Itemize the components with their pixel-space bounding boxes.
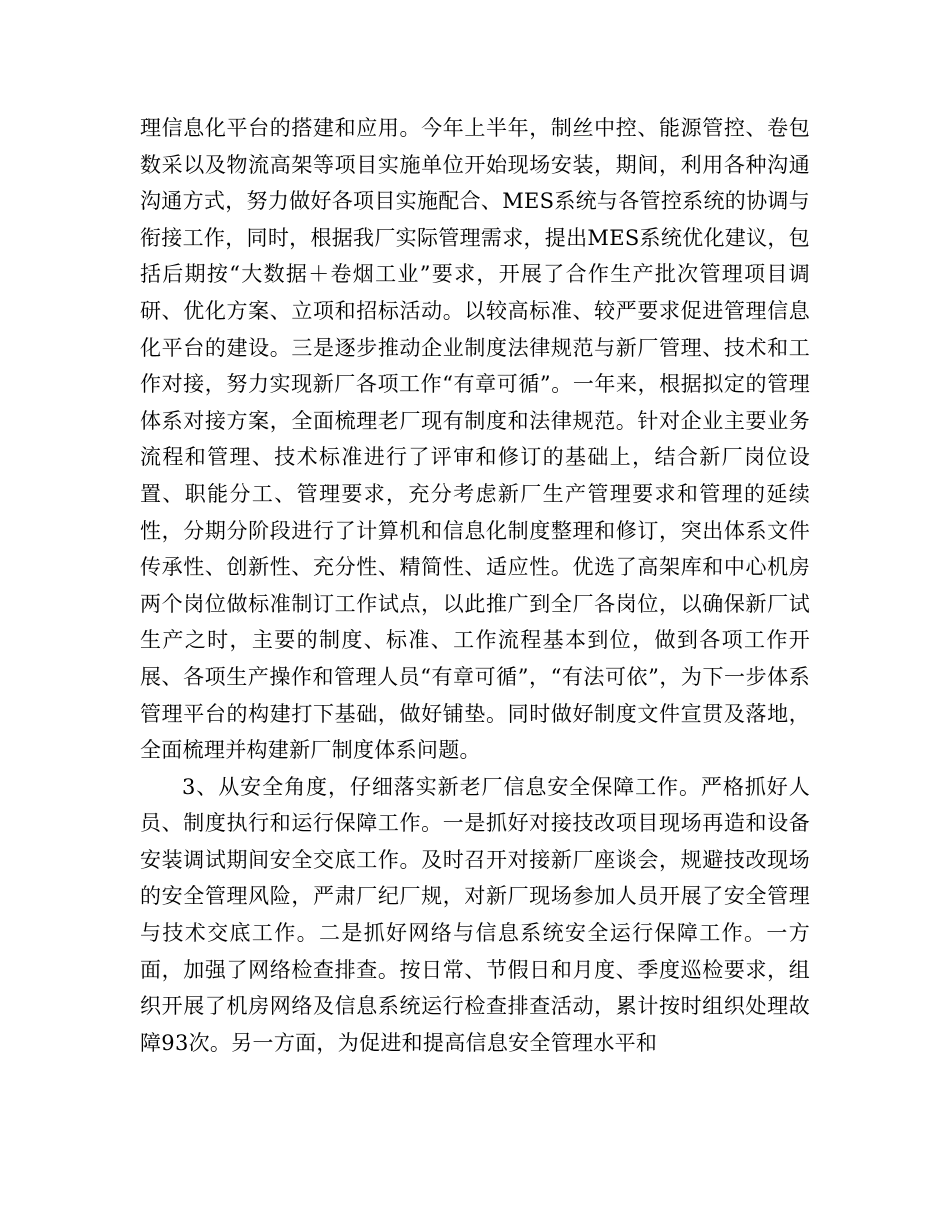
paragraph-continued: 理信息化平台的搭建和应用。今年上半年，制丝中控、能源管控、卷包数采以及物流高架等项目实施单位开始现场安装，期间，利用各种沟通沟通方式，努力做好各项目实施配合、MES系统与各管控系统的协调与衔接工作，同时，根据我厂实际管理需求，提出MES系统优化建议，包括后期按“大数据＋卷烟工业”要求，开展了合作生产批次管理项目调研、优化方案、立项和招标活动。以较高标准、较严要求促进管理信息化平台的建设。三是逐步推动企业制度法律规范与新厂管理、技术和工作对接，努力实现新厂各项工作“有章可循”。一年来，根据拟定的管理体系对接方案，全面梳理老厂现有制度和法律规范。针对企业主要业务流程和管理、技术标准进行了评审和修订的基础上，结合新厂岗位设置、职能分工、管理要求，充分考虑新厂生产管理要求和管理的延续性，分期分阶段进行了计算机和信息化制度整理和修订，突出体系文件传承性、创新性、充分性、精简性、适应性。优选了高架库和中心机房两个岗位做标准制订工作试点，以此推广到全厂各岗位，以确保新厂试生产之时，主要的制度、标准、工作流程基本到位，做到各项工作开展、各项生产操作和管理人员“有章可循”，“有法可依”，为下一步体系管理平台的构建打下基础，做好铺垫。同时做好制度文件宣贯及落地，全面梳理并构建新厂制度体系问题。	[140, 116, 810, 763]
document-body	[140, 110, 810, 1061]
paragraph-section-3: 3、从安全角度，仔细落实新老厂信息安全保障工作。严格抓好人员、制度执行和运行保障工作。一是抓好对接技改项目现场再造和设备安装调试期间安全交底工作。及时召开对接新厂座谈会，规避技改现场的安全管理风险，严肃厂纪厂规，对新厂现场参加人员开展了安全管理与技术交底工作。二是抓好网络与信息系统安全运行保障工作。一方面，加强了网络检查排查。按日常、节假日和月度、季度巡检要求，组织开展了机房网络及信息系统运行检查排查活动，累计按时组织处理故障93次。另一方面，为促进和提高信息安全管理水平和	[140, 774, 810, 1055]
